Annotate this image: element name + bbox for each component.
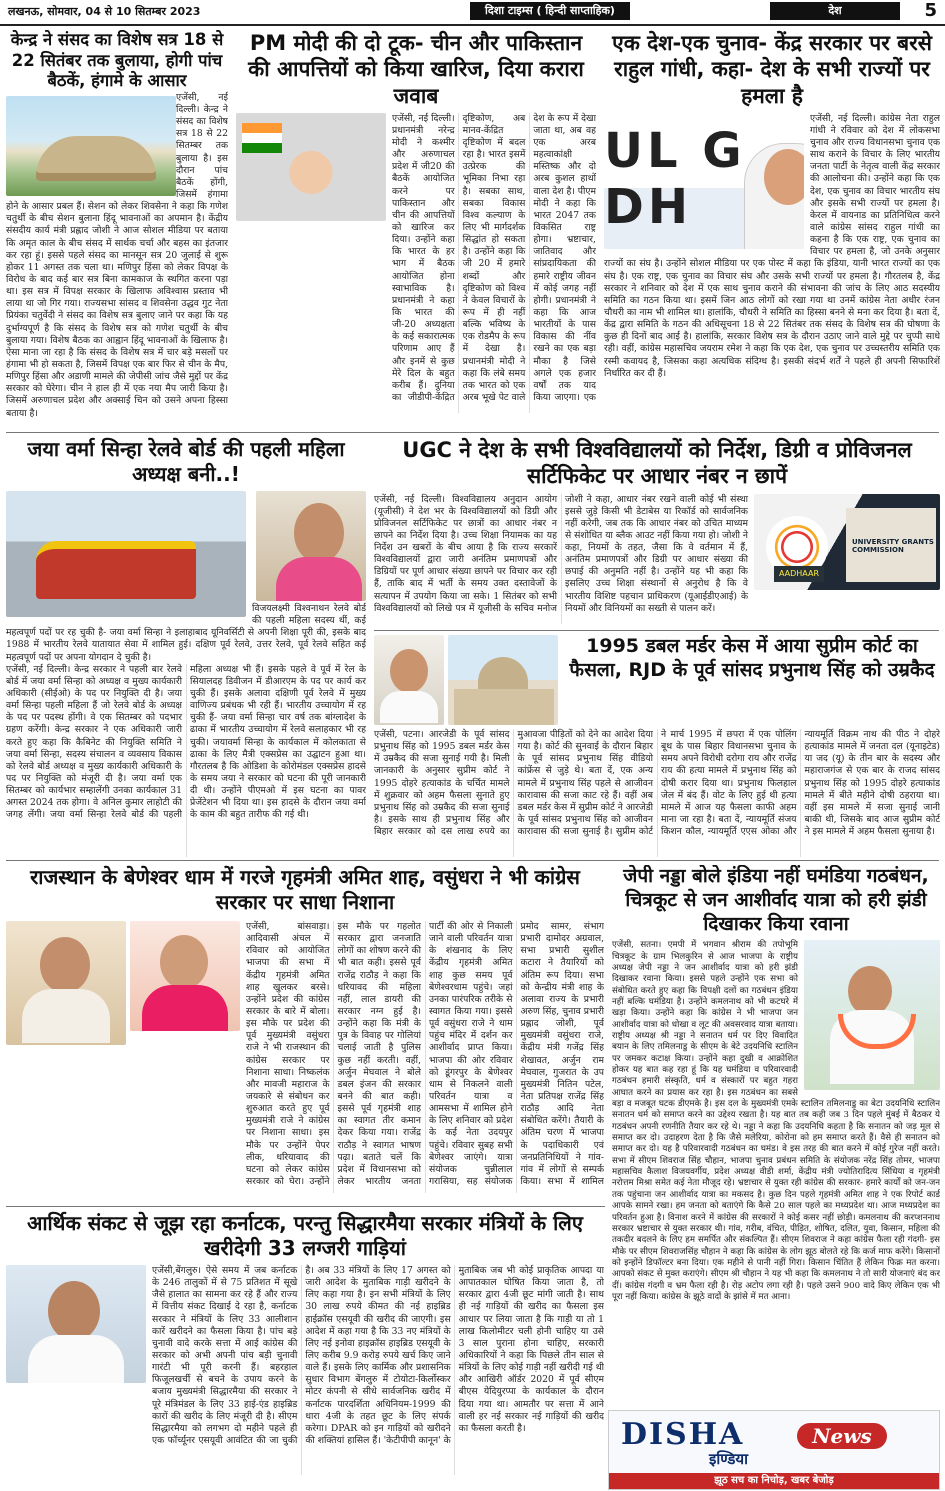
photo-supreme-court <box>448 635 558 725</box>
body-shah: एजेंसी, बांसवाड़ा। आदिवासी अंचल में रविवार को आयोजित भाजपा की सभा में केंद्रीय गृहमंत्री अमित शाह खुलकर बरसे। उन्होंने प्रदेश की कांग्रेस सरकार के बारे में बोला। इस मौके पर प्रदेश की पूर्व मुख्यमंत्री वसुंधरा राजे ने भी राजस्थान की कांग्रेस सरकार पर निशाना साधा। निष्कलंक और मावजी महाराज के जयकारे से संबोधन कर शुरुआत करते हुए पूर्व मुख्यमंत्री राजे ने कांग्रेस पर निशाना साधा। इस मौके पर उन्होंने पेपर लीक, धरियावाद की घटना को लेकर कांग्रेस सरकार को घेरा। उन्होंने इस मौके पर गहलोत सरकार द्वारा जनजाति लोगों का शोषण करने की भी बात कही। इससे पूर्व राजेंद्र राठौड़ ने कहा कि धरियावद की महिला नहीं, लाल डायरी की सरकार नग्न हुई है। उन्होंने कहा कि मंत्री के पुत्र के विवाह पर गोलियां चलाई जाती है पुलिस कुछ नहीं करती। वहीं, अर्जुन मेघवाल ने बोले डबल इंजन की सरकार बनने की बात कही। इससे पूर्व गृहमंत्री शाह का स्वागत तीर कमान देकर किया गया। राजेंद्र राठौड़ ने स्वागत भाषण पढ़ा। बताते चलें कि प्रदेश में विधानसभा को लेकर भारतीय जनता पार्टी की ओर से निकाली जाने वाली परिवर्तन यात्रा के शंखनाद के लिए केंद्रीय गृहमंत्री अमित शाह कुछ समय पूर्व बेणेश्वरधाम पहुंचे। जहां उनका पारंपरिक तरीके से स्वागत किया गया। इससे पूर्व वसुंधरा राजे ने धाम पहुंच मंदिर में दर्शन कर आशीर्वाद प्राप्त किया। भाजपा की ओर रविवार को डूंगरपुर के बेणेश्वर धाम से निकलने वाली परिवर्तन यात्रा व आमसभा में शामिल होने के लिए शनिवार को प्रदेश के कई नेता उदयपुर पहुंचे। रविवार सुबह सभी बेणेश्वर जाएंगे। यात्रा संयोजक चुन्नीलाल गरासिया, सह संयोजक प्रमोद सामर, संभाग प्रभारी दामोदर अग्रवाल, सभा प्रभारी सुशील कटारा ने तैयारियों को अंतिम रूप दिया। सभा को केन्द्रीय मंत्री शाह के अलावा राज्य के प्रभारी अरुण सिंह, चुनाव प्रभारी प्रह्लाद जोशी, पूर्व मुख्यमंत्री वसुंधरा राजे, केंद्रीय मंत्री गजेंद्र सिंह शेखावत, अर्जुन राम मेघवाल, गुजरात के उप मुख्यमंत्री नितिन पटेल, नेता प्रतिपक्ष राजेंद्र सिंह राठौड़ आदि नेता संबोधित करेंगे। तैयारी के अंतिम चरण में भाजपा के पदाधिकारी एवं जनप्रतिनिधियों ने गांव-गांव में लोगों से सम्पर्क किया। सभा में शामिल <box>246 921 604 1187</box>
photo-parliament <box>6 96 176 196</box>
body-parliament: एजेंसी, नई दिल्ली। केन्द्र ने संसद का विशेष सत्र 18 से 22 सितम्बर तक बुलाया है। इस दौरान पांच बैठकें होंगी, जिसमें हंगामा होने के आसार प्रबल हैं। सेशन को लेकर शिवसेना ने कहा कि गणेश चतुर्थी के बीच सेशन बुलाना हिंदू भावनाओं का अपमान है। केंद्रीय संसदीय कार्य मंत्री प्रह्लाद जोशी ने आज सोशल मीडिया पर बताया कि अमृत काल के बीच संसद में सार्थक चर्चा और बहस का इंतजार कर रहा हूं। इससे पहले संसद का मानसून सत्र 20 जुलाई से शुरू होकर 11 अगस्त तक चला था। मणिपुर हिंसा को लेकर विपक्ष के विरोध के बाद कई बार सत्र बिना कामकाज के स्थगित करना पड़ा था। इस सत्र में विपक्ष सरकार के खिलाफ अविश्वास प्रस्ताव भी लाया था जो गिर गया। राज्यसभा सांसद व शिवसेना उद्धव गुट नेता प्रियंका चतुर्वेदी ने संसद का विशेष सत्र बुलाए जाने पर कहा कि यह दुर्भाग्यपूर्ण है कि संसद के विशेष सत्र को गणेश चतुर्थी के बीच बुलाया गया। विशेष बैठक का आह्वान हिंदू भावनाओं के खिलाफ है। ऐसा माना जा रहा है कि संसद के विशेष सत्र में चार बड़े मसलों पर हंगामा भी हो सकता है, जिसमें विपक्ष एक बार फिर से चीन के मैप, मणिपुर हिंसा और अडाणी मामले की जेपीसी जांच जैसे मुद्दों पर केंद्र सरकार को घेरेगा। चीन ने हाल ही में एक नया मैप जारी किया है। जिसमें अरुणाचल प्रदेश और अक्साई चिन को उसने अपना हिस्सा बताया है। <box>6 91 228 419</box>
headline-shah: राजस्थान के बेणेश्वर धाम में गरजे गृहमंत्री अमित शाह, वसुंधरा ने भी कांग्रेस सरकार पर साधा निशाना <box>30 865 580 914</box>
headline-nadda: जेपी नड्डा बोले इंडिया नहीं घमंडिया गठबंधन, चित्रकूट से जन आशीर्वाद यात्रा को हरी झंडी दिखाकर किया रवाना <box>623 865 929 935</box>
headline-modi: PM मोदी की दो टूक- चीन और पाकिस्तान की आपत्तियों को किया खारिज, दिया करारा जवाब <box>248 31 584 108</box>
headline-prabhunath: 1995 डबल मर्डर केस में आया सुप्रीम कोर्ट का फैसला, RJD के पूर्व सांसद प्रभुनाथ सिंह को उम्रकैद <box>569 635 935 681</box>
page-number: 5 <box>924 0 937 21</box>
rahul-banner-text: UL G DH <box>604 122 746 235</box>
divider-3 <box>6 860 939 861</box>
body-ugc: एजेंसी, नई दिल्ली। विश्वविद्यालय अनुदान आयोग (यूजीसी) ने देश भर के विश्वविद्यालयों को डिग्री और प्रोविजनल सर्टिफिकेट पर छात्रों का आधार नंबर न छापने का निर्देश दिया है। उच्च शिक्षा नियामक का यह निर्देश उन खबरों के बीच आया है कि राज्य सरकारें विश्वविद्यालयों द्वारा जारी अनंतिम प्रमाणपत्रों और डिग्रियों पर पूर्ण आधार संख्या छापने पर विचार कर रही हैं, ताकि बाद में भर्ती के समय उक्त दस्तावेजों के सत्यापन में उपयोग किया जा सके। 1 सितंबर को सभी विश्वविद्यालयों को लिखे पत्र में यूजीसी के सचिव मनोज जोशी ने कहा, आधार नंबर रखने वाली कोई भी संस्था इससे जुड़े किसी भी डेटाबेस या रिकॉर्ड को सार्वजनिक नहीं करेगी, जब तक कि आधार नंबर को उचित माध्यम से संशोधित या ब्लैक आउट नहीं किया गया हो। जोशी ने कहा, नियमों के तहत, जैसा कि वे वर्तमान में हैं, अनंतिम प्रमाणपत्रों और डिग्री पर आधार संख्या की छपाई की अनुमति नहीं है। उन्होंने यह भी कहा कि इसलिए उच्च शिक्षा संस्थानों से अनुरोध है कि वे भारतीय विशिष्ट पहचान प्राधिकरण (यूआईडीएआई) के नियमों और विनियमों का सख्ती से पालन करें। <box>374 493 748 614</box>
disha-news-logo <box>608 1410 940 1490</box>
page-header <box>0 0 945 26</box>
article-shah <box>6 865 604 1203</box>
headline-karnataka: आर्थिक संकट से जूझ रहा कर्नाटक, परन्तु सिद्धारमैया सरकार मंत्रियों के लिए खरीदेगी 33 लग्जरी गाड़ियां <box>27 1211 583 1260</box>
body-modi: एजेंसी, नई दिल्ली। प्रधानमंत्री नरेन्द्र मोदी ने कश्मीर और अरुणाचल प्रदेश में जी20 की बैठकें आयोजित करने पर पाकिस्तान और चीन की आपत्तियों को खारिज कर दिया। उन्होंने कहा कि भारत के हर भाग में बैठक आयोजित होना स्वाभाविक है। प्रधानमंत्री ने कहा कि भारत की जी-20 अध्यक्षता के कई सकारात्मक परिणाम आए हैं और इनमें से कुछ मेरे दिल के बहुत करीब हैं। दुनिया का जीडीपी-केंद्रित दृष्टिकोण, अब मानव-केंद्रित दृष्टिकोण में बदल रहा है। भारत इसमें उत्प्रेरक की भूमिका निभा रहा है। सबका साथ, सबका विकास विश्व कल्याण के लिए भी मार्गदर्शक सिद्धांत हो सकता है। उन्होंने कहा कि जी 20 में हमारे शब्दों और दृष्टिकोण को विश्व ने केवल विचारों के रूप में ही नहीं बल्कि भविष्य के एक रोडमैप के रूप में देखा है। प्रधानमंत्री मोदी ने कहा कि लंबे समय तक भारत को एक अरब भूखे पेट वाले देश के रूप में देखा जाता था, अब वह एक अरब महत्वाकांक्षी मस्तिष्क और दो अरब कुशल हाथों वाला देश है। पीएम मोदी ने कहा कि भारत 2047 तक विकसित राष्ट्र होगा। भ्रष्टाचार, जातिवाद और सांप्रदायिकता की हमारे राष्ट्रीय जीवन में कोई जगह नहीं होगी। प्रधानमंत्री ने कहा कि आज भारतीयों के पास विकास की नींव रखने का एक बड़ा मौका है जिसे अगले एक हजार वर्षों तक याद किया जाएगा। एक <box>392 112 596 403</box>
article-jaya <box>6 437 366 857</box>
date-line: लखनऊ, सोमवार, 04 से 10 सितम्बर 2023 <box>8 5 201 18</box>
headline-ugc: UGC ने देश के सभी विश्वविद्यालयों को निर्देश, डिग्री व प्रोविजनल सर्टिफिकेट पर आधार नंबर न छापें <box>402 438 912 489</box>
article-prabhunath <box>374 635 940 857</box>
paper-name: दिशा टाइम्स ( हिन्दी साप्ताहिक) <box>470 2 630 20</box>
divider-1 <box>6 432 939 433</box>
ugc-building-label: UNIVERSITY GRANTS COMMISSION <box>852 537 934 554</box>
logo-tagline: झूठ सच का निचोड़, खबर बेजोड़ <box>609 1473 939 1489</box>
article-parliament <box>6 30 228 430</box>
logo-sub: इण्डिया <box>709 1450 748 1468</box>
photo-rahul <box>604 113 804 249</box>
article-ugc <box>374 437 940 627</box>
headline-rahul: एक देश-एक चुनाव- केंद्र सरकार पर बरसे राहुल गांधी, कहा- देश के सभी राज्यों पर हमला है <box>612 31 932 108</box>
photo-siddaramaiah <box>6 1265 146 1383</box>
body-karnataka: एजेंसी,बेंगलुरु। ऐसे समय में जब कर्नाटक के 246 तालुकों में से 75 प्रतिशत में सूखे जैसे हालात का सामना कर रहे हैं और राज्य में वित्तीय संकट दिखाई दे रहा है, कर्नाटक सरकार ने मंत्रियों के लिए 33 आलीशान कारें खरीदने का फैसला किया है। पांच बड़े चुनावी वादे करके सत्ता में आई कांग्रेस की सरकार को अभी अपनी पांच बड़ी चुनावी गारंटी भी पूरी करनी हैं। बहरहाल फिजूलखर्ची से बचने के उपाय करने के बजाय मुख्यमंत्री सिद्धारमैया की सरकार ने पूरे मंत्रिमंडल के लिए 33 हाई-एंड हाइब्रिड कारों की खरीद के लिए मंजूरी दी है। सीएम सिद्धारमैया को लगभग दो महीने पहले ही एक फॉर्च्यूनर एसयूवी आवंटित की जा चुकी है। अब 33 मंत्रियों के लिए 17 अगस्त को जारी आदेश के मुताबिक गाड़ी खरीदने के लिए कहा गया है। इन सभी मंत्रियों के लिए 30 लाख रुपये कीमत की नई हाइब्रिड हाईक्रॉस एसयूवी की खरीद की जाएगी। इस आदेश में कहा गया है कि 33 नए मंत्रियों के लिए नई इनोवा हाइक्रॉस हाइब्रिड एसयूवी के लिए करीब 9.9 करोड़ रुपये खर्च किए जाने वाले हैं। इसके लिए कार्मिक और प्रशासनिक सुधार विभाग बेंगलुरु में टोयोटा-किर्लोस्कर मोटर कंपनी से सीधे सार्वजनिक खरीद में कर्नाटक पारदर्शिता अधिनियम-1999 की धारा 4जी के तहत छूट के लिए संपर्क करेगा। DPAR को इन गाड़ियों को खरीदने की शक्तियां हासिल हैं। 'केटीपीपी कानून' के मुताबिक जब भी कोई प्राकृतिक आपदा या आपातकाल घोषित किया जाता है, तो सरकार द्वारा 4जी छूट मांगी जाती है। साथ ही नई गाड़ियों की खरीद का फैसला इस आधार पर लिया जाता है कि गाड़ी या तो 1 लाख किलोमीटर चली होनी चाहिए या उसे 3 साल पुराना होना चाहिए, सरकारी अधिकारियों ने कहा कि पिछले तीन साल से मंत्रियों के लिए कोई गाड़ी नहीं खरीदी गई थी और आखिरी ऑर्डर 2020 में पूर्व सीएम बीएस येदियुरप्पा के कार्यकाल के दौरान दिया गया था। आमतौर पर सत्ता में आने वाली हर नई सरकार नई गाड़ियों की खरीद का फैसला करती है। <box>152 1265 604 1446</box>
body-jaya: एजेंसी, नई दिल्ली। केन्द्र सरकार ने पहली बार रेलवे बोर्ड में जया वर्मा सिन्हा को अध्यक्ष व मुख्य कार्यकारी अधिकारी (सीईओ) के पद पर नियुक्ति दी है। जया वर्मा सिन्हा पहली महिला हैं जो रेलवे बोर्ड के अध्यक्ष के पद पर पदस्थ होंगी। वे एक सितम्बर को पदभार ग्रहण करेंगी। केन्द्र सरकार ने एक अधिकारी जारी करते हुए कहा कि कैबिनेट की नियुक्ति समिति ने जया वर्मा सिन्हा, सदस्य संचालन व व्यवसाय विकास को रेलवे बोर्ड अध्यक्ष व मुख्य कार्यकारी अधिकारी के पद पर नियुक्ति को मंजूरी दी है। जया वर्मा एक सितम्बर को कार्यभार सम्हालेंगी उनका कार्यकाल 31 अगस्त 2024 तक होगा। वे अनिल कुमार लाहोटी की जगह लेंगी। जया वर्मा सिन्हा रेलवे बोर्ड की पहली महिला अध्यक्ष भी हैं। इसके पहले वे पूर्व में रेल के सियालदह डिवीजन में डीआरएम के पद पर कार्य कर चुकी हैं। इसके अलावा दक्षिणी पूर्व रेलवे में मुख्य वाणिज्य प्रबंधक भी रही हैं। भारतीय उच्चायोग में रह चुकी हैं- जया वर्मा सिन्हा चार वर्ष तक बांग्लादेश के ढाका में भारतीय उच्चायोग में रेलवे सलाहकार भी रह चुकी। जयावर्मा सिन्हा के कार्यकाल में कोलकाता से ढाका के लिए मैत्री एक्सप्रेस का उद्घाटन हुआ था। गौरतलब है कि ओडिशा के कोरोमंडल एक्सप्रेस हादसे के समय जया ने सरकार को घटना की पूरी जानकारी दी थी। उन्होंने पीएमओ में इस घटना का पावर प्रेजेंटेशन भी दिया था। इस हादसे के दौरान जया वर्मा के काम की बहुत तारीफ की गई थी। <box>6 663 366 821</box>
body-nadda: एजेंसी, सतना। एमपी में भगवान श्रीराम की तपोभूमि चित्रकूट के ग्राम भिलकुरिन से आज भाजपा के राष्ट्रीय अध्यक्ष जेपी नड्डा ने जन आशीर्वाद यात्रा को हरी झंडी दिखाकर रवाना किया। इससे पहले उन्होंने एक सभा को संबोधित करते हुए कहा कि विपक्षी दलों का गठबंधन इंडिया नहीं बल्कि घमंडिया है। उन्होंने कमलनाथ को भी कटघरे में खड़ा किया। उन्होंने कहा कि कांग्रेस ने भी भाजपा जन आशीर्वाद यात्रा को धोखा व लूट की अवसरवाद यात्रा बताया। राष्ट्रीय अध्यक्ष श्री नड्डा ने सनातन धर्म पर दिए विवादित बयान के लिए तमिलनाडु के सीएम के बेटे उदयनिधि स्टालिन पर जमकर कटाक्ष किया। उन्होंने कहा दुखी व आक्रोशित होकर यह बात कह रहा हूं कि यह घमंडिया व परिवारवादी गठबंधन हमारी संस्कृति, धर्म व संस्कारों पर बहुत गहरा आघात करने का प्रयास कर रहा है। इस गठबंधन का सबसे बड़ा व मजबूत घटक डीएमके है। इस दल के मुख्यमंत्री एमके स्टालिन तमिलनाडु का बेटा उदयनिधि स्टालिन सनातन धर्म को समाप्त करने का उद्देश्य रखता है। यह बात तब कही जब 3 दिन पहले मुंबई में बैठकर ये गठबंधन अपनी रणनीति तैयार कर रहे थे। नड्डा ने कहा कि उदयनिधि कहता है कि सनातन को जड़ मूल से समाप्त कर दो। उदाहरण देता है कि जैसे मलेरिया, कोरोना को हम समाप्त करते हैं। वैसे ही सनातन को समाप्त कर दो। यह है परिवारवादी गठबंधन का घमंड। वे इस तरह की बात करने में कोई गुरेज नहीं करते। सभा में सीएम शिवराज सिंह चौहान, भाजपा चुनाव प्रबंधन समिति के संयोजक नरेंद्र सिंह तोमर, भाजपा महासचिव कैलाश विजयवर्गीय, प्रदेश अध्यक्ष वीडी शर्मा, केंद्रीय मंत्री ज्योतिरादित्य सिंधिया व गृहमंत्री नरोत्तम मिश्रा समेत कई नेता मौजूद रहे। भ्रष्टाचार से युक्त रही कांग्रेस की सरकार- हमारे कार्यों को जन-जन तक पहुंचाना जन आशीर्वाद यात्रा का मकसद है। कुछ दिन पहले गृहमंत्री अमित शाह ने एक रिपोर्ट कार्ड आपके सामने रखा। हम जनता को बताएंगे कि कैसे 20 साल पहले का मध्यप्रदेश था। आज मध्यप्रदेश का परिवर्तन हुआ है। विनाश करने में कांग्रेस की सरकारों ने कोई कसर नहीं छोड़ी। कमलनाथ की करप्शननाथ सरकार भ्रष्टाचार से युक्त सरकार थी। गांव, गरीब, वंचित, पीड़ित, शोषित, दलित, युवा, किसान, महिला की तकदीर बदलने के लिए हम समर्पित और संकल्पित हैं। सीएम शिवराज ने कहा कांग्रेस फैला रही गंदगी- इस मौके पर सीएम शिवराजसिंह चौहान ने कहा कि कांग्रेस के लोग झूठ बोलते रहे कि कर्ज माफ करेंगे। किसानों को इन्होंने डिफॉल्टर बना दिया। एक महीने से पानी नहीं गिरा। किसान चिंतित हैं लेकिन फिक्र मत करना। आपको संकट से मुक्त कराएंगे। सीएम श्री चौहान ने यह भी कहा कि कमलनाथ ने तो सारी योजनाएं बंद कर दीं। कांग्रेस गंदगी व भ्रम फैला रही है। रोड़ अटोप लगा रही है। पहले उसने 900 वादे किए लेकिन एक भी पूरा नहीं किया। कांग्रेस के झूठे वादों के झांसे में मत आना। <box>612 940 940 1302</box>
article-karnataka <box>6 1211 604 1487</box>
divider-2 <box>374 630 939 631</box>
section-name: देश <box>770 2 900 20</box>
photo-aadhar <box>754 494 940 590</box>
article-nadda <box>612 865 940 1405</box>
logo-name: DISHA <box>621 1417 745 1452</box>
body-jaya-top: विजयलक्ष्मी विश्वनाथन रेलवे बोर्ड की पहली महिला सदस्य थीं, कई महत्वपूर्ण पदों पर रह चुकी है- जया वर्मा सिन्हा ने इलाहाबाद यूनिवर्सिटी से अपनी शिक्षा पूरी की, इसके बाद 1988 में भारतीय रेलवे यातायात सेवा में शामिल हुई। दक्षिण पूर्व रेलवे, उत्तर रेलवे, पूर्व रेलवे सहित कई महत्वपूर्ण पदों पर अपना योगदान दे चुकी है। <box>6 603 366 663</box>
photo-jaya <box>256 491 366 601</box>
aadhar-label: AADHAAR <box>774 566 824 582</box>
body-prabhunath: एजेंसी, पटना। आरजेडी के पूर्व सांसद प्रभुनाथ सिंह को 1995 डबल मर्डर केस में उम्रकैद की सजा सुनाई गयी है। मिली जानकारी के अनुसार सुप्रीम कोर्ट ने 1995 दोहरे हत्याकांड के चर्चित मामले में शुक्रवार को अहम फैसला सुनाते हुए प्रभुनाथ सिंह को उम्रकैद की सजा सुनाई है। इसके साथ ही प्रभुनाथ सिंह और बिहार सरकार को दस लाख रुपये का मुआवजा पीड़ितों को देने का आदेश दिया गया है। कोर्ट की सुनवाई के दौरान बिहार के पूर्व सांसद प्रभुनाथ सिंह वीडियो कांफ्रेंस से जुड़े थे। बता दें, एक अन्य मामले में प्रभुनाथ सिंह पहले से आजीवन कारावास की सजा काट रहे हैं। वहीं अब डबल मर्डर केस में सुप्रीम कोर्ट ने आरजेडी के पूर्व सांसद प्रभुनाथ सिंह को आजीवन कारावास की सजा सुनाई है। सुप्रीम कोर्ट ने मार्च 1995 में छपरा में एक पोलिंग बूथ के पास बिहार विधानसभा चुनाव के समय अपने विरोधी दरोगा राय और राजेंद्र राय की हत्या मामले में प्रभुनाथ सिंह को दोषी करार दिया था। प्रभुनाथ फिलहाल जेल में बंद हैं। वोट के लिए हुई थी हत्या मामले में आज यह फैसला काफी अहम माना जा रहा है। बता दें, न्यायमूर्ति संजय किशन कौल, न्यायमूर्ति एएस ओका और न्यायमूर्ति विक्रम नाथ की पीठ ने दोहरे हत्याकांड मामले में जनता दल (यूनाइटेड) या जद (यू) के तीन बार के सदस्य और महाराजगंज से एक बार के राजद सांसद प्रभुनाथ सिंह को 1995 दोहरे हत्याकांड मामले में बीते महीने दोषी ठहराया था। वहीं इस मामले में सजा सुनाई जानी बाकी थी, जिसके बाद आज सुप्रीम कोर्ट ने इस मामले में अहम फैसला सुनाया है। <box>374 729 940 838</box>
photo-train <box>6 491 246 617</box>
headline-jaya: जया वर्मा सिन्हा रेलवे बोर्ड की पहली महिला अध्यक्ष बनी..! <box>27 437 345 486</box>
photo-vasundhara <box>130 921 240 1031</box>
body-rahul: एजेंसी, नई दिल्ली। कांग्रेस नेता राहुल गांधी ने रविवार को देश में लोकसभा चुनाव और राज्य विधानसभा चुनाव एक साथ कराने के विचार के लिए भारतीय जनता पार्टी के नेतृत्व वाली केंद्र सरकार की आलोचना की। उन्होंने कहा कि एक देश, एक चुनाव का विचार भारतीय संघ और इसके सभी राज्यों पर हमला है। केरल में वायनाड का प्रतिनिधित्व करने वाले कांग्रेस सांसद राहुल गांधी का कहना है कि एक राष्ट्र, एक चुनाव का विचार पर हमला है, जो उनके अनुसार राज्यों का संघ है। उन्होंने सोशल मीडिया पर एक पोस्ट में कहा कि इंडिया, यानी भारत राज्यों का एक संघ है। एक राष्ट्र, एक चुनाव का विचार संघ और उसके सभी राज्यों पर हमला है। गौरतलब है, केंद्र सरकार ने शनिवार को देश में एक साथ चुनाव कराने की संभावना की जांच के लिए आठ सदस्यीय समिति का गठन किया था। इसमें जिन आठ लोगों को रखा गया था उनमें कांग्रेस नेता अधीर रंजन चौधरी का नाम भी शामिल था। हालांकि, चौधरी ने समिति का हिस्सा बनने से मना कर दिया है। बता दें, केंद्र द्वारा समिति के गठन की अधिसूचना 18 से 22 सितंबर तक संसद के विशेष सत्र की घोषणा के कुछ ही दिनों बाद आई है। हालांकि, सरकार विशेष सत्र के दौरान उठाए जाने वाले मुद्दे पर चुप्पी साधे रही। वहीं, कांग्रेस महासचिव जयराम रमेश ने कहा कि एक देश, एक चुनाव पर उच्चस्तरीय समिति एक रस्मी कवायद है, जिसका कहा अत्यधिक संदिग्ध है। इसकी संदर्भ शर्तें ने पहले ही अपनी सिफारिशें निर्धारित कर दी हैं। <box>604 112 940 379</box>
photo-amit-shah <box>6 921 126 1045</box>
article-rahul <box>604 30 940 430</box>
photo-modi <box>236 113 386 221</box>
photo-prabhunath <box>374 635 444 725</box>
photo-nadda <box>804 940 940 1090</box>
headline-parliament: केन्द्र ने संसद का विशेष सत्र 18 से 22 सितंबर तक बुलाया, होगी पांच बैठकें, हंगामे के आसार <box>10 30 224 91</box>
article-modi <box>236 30 596 430</box>
logo-news: News <box>797 1423 887 1449</box>
divider-4 <box>6 1206 605 1207</box>
